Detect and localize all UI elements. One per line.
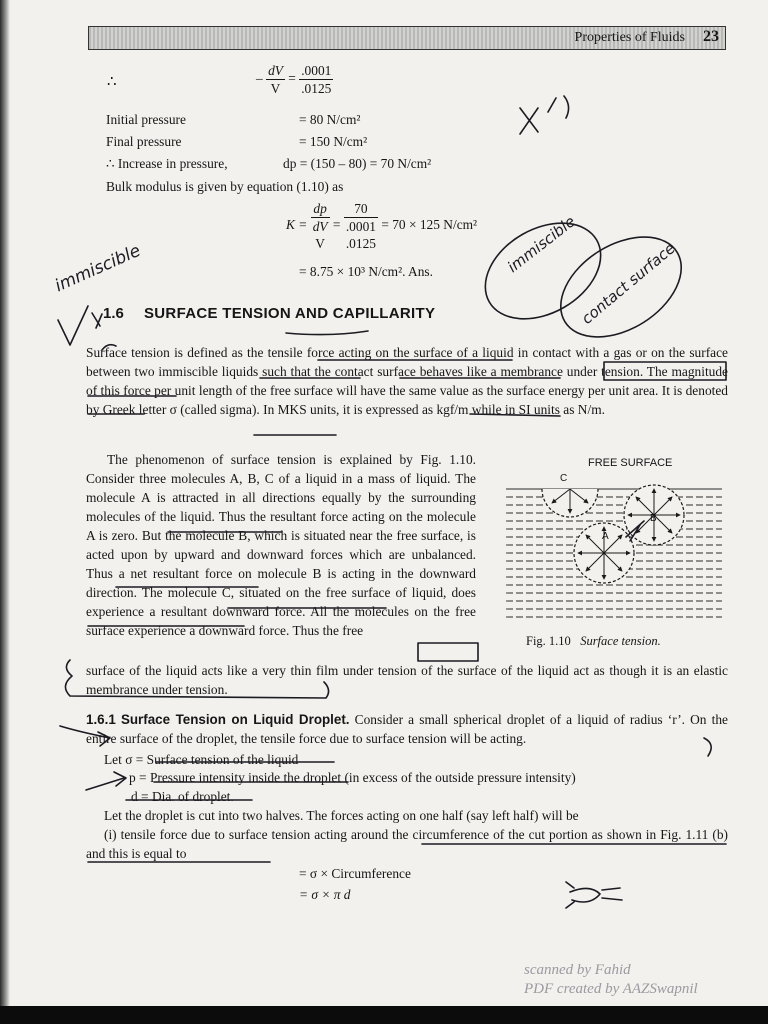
section-arrow (60, 726, 110, 746)
section-1-6-title: SURFACE TENSION AND CAPILLARITY (144, 305, 436, 322)
check-mark (58, 306, 102, 345)
bracket-close (704, 738, 711, 756)
droplet-sketch (566, 882, 622, 908)
bulk-modulus-equation: K = dp dV V = 70 .0001 .0125 = 70 × 125 N/cm² (286, 201, 478, 251)
header-title: Properties of Fluids (574, 30, 685, 45)
margin-scribble (520, 96, 569, 134)
molecule-b-label: B (650, 513, 657, 524)
molecule-c-label: C (560, 473, 568, 484)
free-surface-label: FREE SURFACE (588, 457, 673, 469)
increase-pressure-label: ∴ Increase in pressure, (106, 156, 228, 171)
volumetric-strain-equation: – $\frac{dV}{V}$ = $\frac{.0001}{.0125}$ (256, 63, 332, 96)
force-eq-pi-d: = σ × π d (299, 887, 351, 902)
final-pressure-value: = 150 N/cm² (299, 134, 368, 149)
surface-tension-phenomenon: The phenomenon of surface tension is explained by Fig. 1.10. Consider three molecules A, B, C of a liquid in a mass of liquid. The molecule A is attracted in all directions equally by the surrounding molecules of the liquid. Thus the resultant force acting on the molecule A is zero. But the molecule B, which is situated near the free surface, is acted upon by upward and downward forces which are unbalanced. Thus a net resultant force on molecule B is acting in the downward direction. The molecule C, situated on the free surface of liquid, does experience a resultant downward force. All the molecules on the free surface experience a downward force. Thus the free (86, 452, 476, 638)
initial-pressure-value: = 80 N/cm² (299, 112, 361, 127)
watermark-line-1: scanned by Fahid (524, 962, 631, 978)
section-1-6-1-number: 1.6.1 (86, 712, 116, 727)
page-number: 23 (703, 28, 719, 45)
definition-underlines (260, 360, 560, 378)
film-bracket (65, 660, 328, 698)
section-1-6-number: 1.6 (103, 305, 124, 322)
therefore-symbol: ∴ (107, 74, 117, 90)
figure-caption-text: Surface tension. (580, 634, 661, 648)
contact-surface-oval-text: contact surface (578, 239, 679, 328)
tensile-force-item: (i) tensile force due to surface tension acting around the circumference of the cut portion as shown in Fig. 1.11 (b) and this is equal to (86, 827, 728, 861)
p-arrow (86, 772, 126, 790)
section-1-6-1-title: Surface Tension on Liquid Droplet. (120, 712, 350, 727)
immiscible-handwritten: immiscible (52, 240, 144, 297)
watermark-line-2: PDF created by AAZSwapnil (524, 981, 698, 997)
bulk-modulus-answer: = 8.75 × 10³ N/cm². Ans. (299, 264, 433, 279)
let-underlines (88, 762, 726, 862)
free-surface-box (418, 643, 478, 661)
first-letter-mark (102, 345, 116, 350)
let-p: p = Pressure intensity inside the droplet (in excess of the outside pressure intensity) (129, 770, 576, 785)
units-underlines (88, 396, 560, 435)
let-sigma: Let σ = Surface tension of the liquid (104, 752, 299, 767)
initial-pressure-label: Initial pressure (106, 112, 186, 127)
molecule-a-label: A (602, 531, 609, 542)
figure-caption-number: Fig. 1.10 (526, 634, 571, 648)
bulk-modulus-intro: Bulk modulus is given by equation (1.10) as (106, 179, 344, 194)
phenomenon-underlines (88, 532, 386, 626)
membrance-box (604, 362, 726, 380)
cut-droplet-text: Let the droplet is cut into two halves. The forces acting on one half (say left half) will be (104, 808, 579, 823)
surface-tension-phenomenon-cont: surface of the liquid acts like a very thin film under tension of the surface of the liquid act as though it is an elastic membrance under tension. (86, 663, 728, 697)
surface-tension-definition: Surface tension is defined as the tensile force acting on the surface of a liquid in contact with a gas or on the surface between two immiscible liquids such that the contact surface behaves like a membrance under tension. The magnitude of this force per unit length of the free surface will have the same value as the surface energy per unit area. It is denoted by Greek letter σ (called sigma). In MKS units, it is expressed as kgf/m while in SI units as N/m. (86, 345, 728, 417)
section-1-6-1-intro: Consider a small spherical droplet of a liquid of radius ‘r’. On the entire surface of the droplet, the tensile force due to surface tension will be acting. (86, 712, 728, 746)
increase-pressure-value: dp = (150 – 80) = 70 N/cm² (283, 156, 432, 171)
immiscible-oval-text: immiscible (504, 212, 579, 277)
title-underline (286, 331, 368, 335)
scan-bottom-edge (0, 1006, 768, 1024)
final-pressure-label: Final pressure (106, 134, 182, 149)
force-eq-circumference: = σ × Circumference (299, 866, 411, 881)
let-d: d = Dia. of droplet. (131, 789, 234, 804)
